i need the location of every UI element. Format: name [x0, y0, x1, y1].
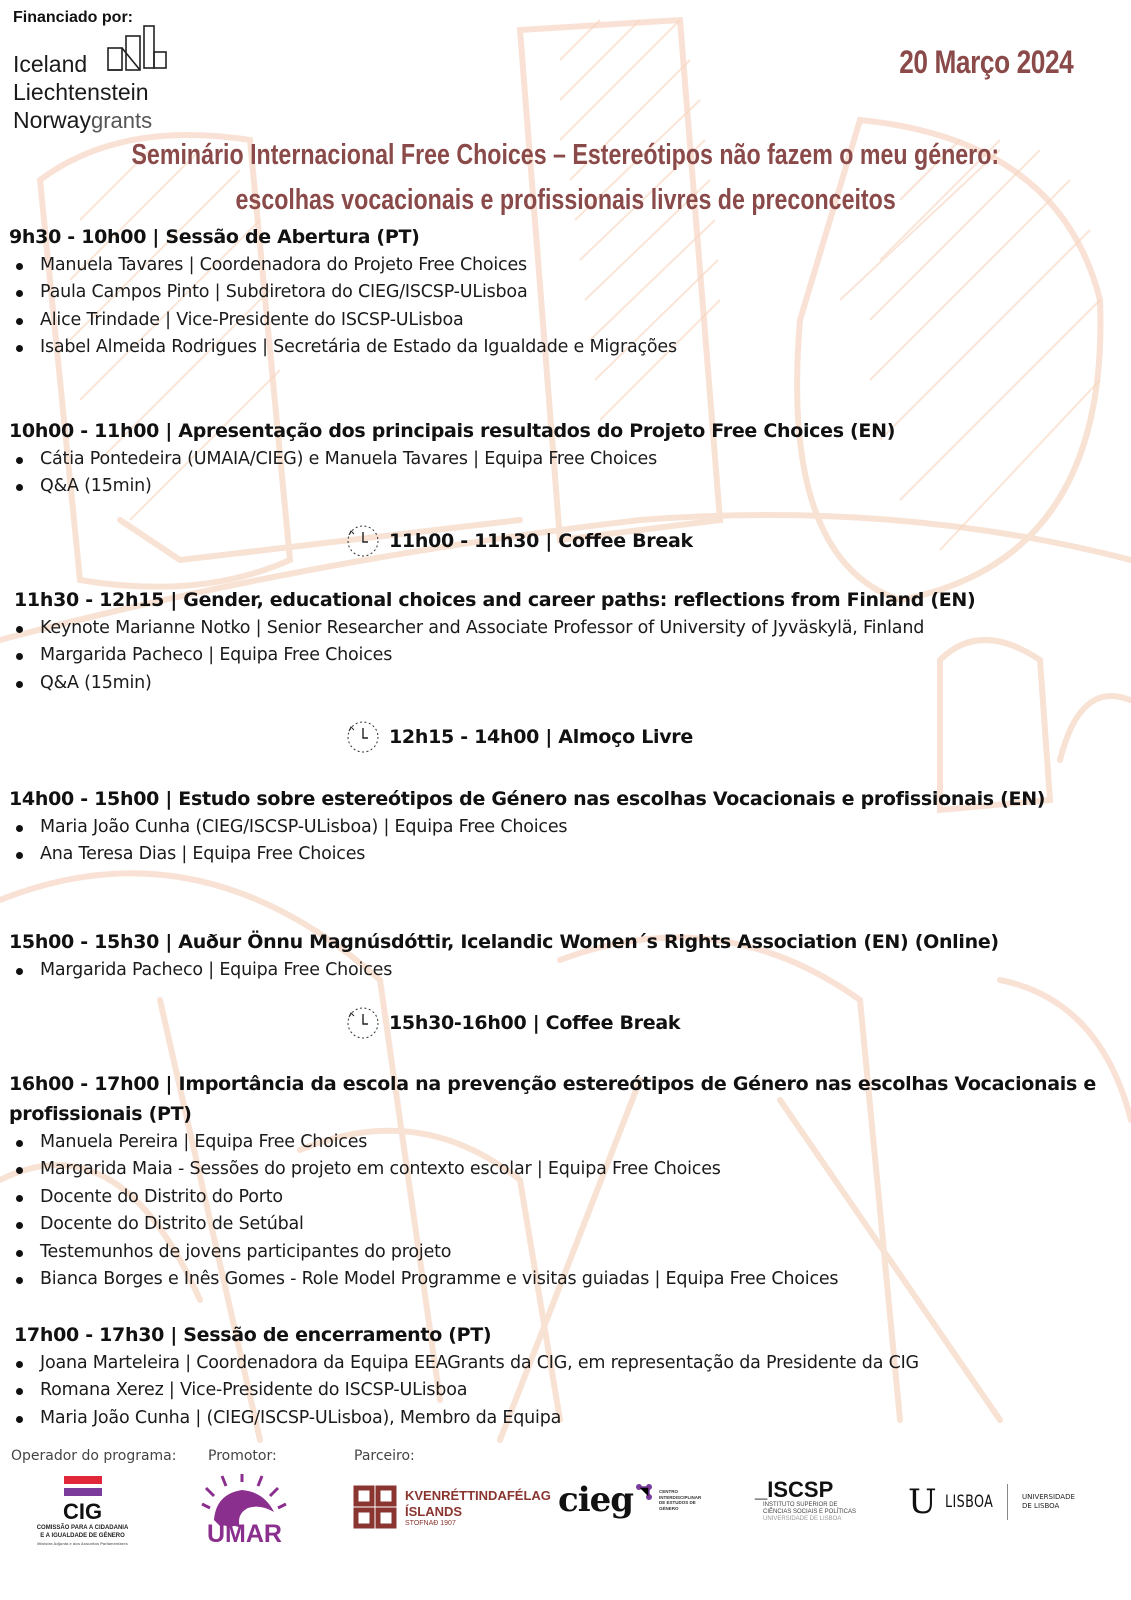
- list-item: Docente do Distrito do Porto: [9, 1184, 1096, 1211]
- session-results: [9, 416, 1111, 501]
- session-icelandic-womens-rights: [9, 927, 1111, 984]
- break-coffee-1: [345, 523, 693, 559]
- cig-name: CIG: [62, 1499, 103, 1524]
- break-label: 12h15 - 14h00 | Almoço Livre: [389, 726, 693, 748]
- cieg-logo: [558, 1480, 702, 1520]
- partner-label: Parceiro:: [354, 1448, 415, 1464]
- cig-subtitle-1: COMISSÃO PARA A CIDADANIA: [36, 1525, 129, 1531]
- ulisboa-subtitle-2: DE LISBOA: [1022, 1502, 1060, 1510]
- list-item: Joana Marteleira | Coordenadora da Equipa EEAGrants da CIG, em representação da Presidente da CIG: [9, 1350, 1111, 1377]
- cieg-name: cieg: [558, 1480, 634, 1520]
- session-heading: 16h00 - 17h00 | Importância da escola na prevenção estereótipos de Género nas escolhas Vocacionais e profissionais (PT): [9, 1073, 1096, 1125]
- seminar-title: [0, 133, 1131, 223]
- list-item: Margarida Pacheco | Equipa Free Choices: [9, 957, 1111, 984]
- cieg-subtitle-3: DE ESTUDOS DE: [659, 1500, 696, 1505]
- session-school-importance: [9, 1069, 1096, 1293]
- session-heading: 11h30 - 12h15 | Gender, educational choices and career paths: reflections from Finland (EN): [14, 589, 976, 611]
- list-item: Manuela Tavares | Coordenadora do Projeto Free Choices: [9, 252, 1111, 279]
- cig-subtitle-2: E A IGUALDADE DE GÉNERO: [40, 1533, 125, 1539]
- iscsp-logo: [755, 1478, 856, 1523]
- list-item: Alice Trindade | Vice-Presidente do ISCSP-ULisboa: [9, 307, 1111, 334]
- cieg-subtitle-2: INTERDISCIPLINAR: [659, 1494, 702, 1500]
- session-keynote-finland: [14, 585, 1111, 697]
- cig-logo: [30, 1476, 135, 1548]
- break-lunch: [345, 719, 693, 755]
- iscsp-subtitle-2: CIÊNCIAS SOCIAIS E POLÍTICAS: [763, 1509, 857, 1515]
- ulisboa-logo: [908, 1484, 1075, 1520]
- iscsp-subtitle-3: UNIVERSIDADE DE LISBOA: [763, 1516, 842, 1522]
- list-item: Manuela Pereira | Equipa Free Choices: [9, 1129, 1096, 1156]
- ulisboa-subtitle-1: UNIVERSIDADE: [1022, 1493, 1075, 1501]
- list-item: Paula Campos Pinto | Subdiretora do CIEG/ISCSP-ULisboa: [9, 279, 1111, 306]
- break-coffee-2: [345, 1005, 680, 1041]
- kvenrettindafelag-logo: [353, 1485, 551, 1529]
- funder-iceland: Iceland: [13, 51, 88, 77]
- cig-subtitle-3: Ministra Adjunta e dos Assuntos Parlamentares: [37, 1541, 128, 1546]
- iscsp-subtitle-1: INSTITUTO SUPERIOR DE: [763, 1502, 838, 1508]
- clock-icon: [345, 523, 381, 559]
- event-date: 20 Março 2024: [898, 44, 1073, 80]
- session-opening: [9, 222, 1111, 362]
- cig-red-bar: [64, 1476, 102, 1484]
- kvenrettindafelag-name-1: KVENRÉTTINDAFÉLAG: [405, 1487, 551, 1503]
- session-heading: 10h00 - 11h00 | Apresentação dos principais resultados do Projeto Free Choices (EN): [9, 420, 896, 442]
- list-item: Q&A (15min): [9, 473, 1111, 500]
- operator-label: Operador do programa:: [11, 1448, 177, 1464]
- session-heading: 15h00 - 15h30 | Auður Önnu Magnúsdóttir, Icelandic Women´s Rights Association (EN) (Online): [9, 931, 999, 953]
- funded-by-label: Financiado por:: [13, 9, 133, 26]
- list-item: Testemunhos de jovens participantes do projeto: [9, 1239, 1096, 1266]
- session-closing: [14, 1320, 1111, 1432]
- title-line-2: escolhas vocacionais e profissionais livres de preconceitos: [235, 184, 896, 216]
- funder-liechtenstein: Liechtenstein: [13, 79, 149, 105]
- list-item: Isabel Almeida Rodrigues | Secretária de Estado da Igualdade e Migrações: [9, 334, 1111, 361]
- session-heading: 14h00 - 15h00 | Estudo sobre estereótipos de Género nas escolhas Vocacionais e profissionais (EN): [9, 788, 1046, 810]
- cieg-dots-mark: [635, 1483, 653, 1503]
- list-item: Docente do Distrito de Setúbal: [9, 1211, 1096, 1238]
- list-item: Q&A (15min): [9, 670, 1111, 697]
- iscsp-name: _ISCSP: [755, 1477, 834, 1502]
- session-study: [9, 784, 1096, 869]
- list-item: Bianca Borges e Inês Gomes - Role Model Programme e visitas guiadas | Equipa Free Choices: [9, 1266, 1096, 1293]
- list-item: Cátia Pontedeira (UMAIA/CIEG) e Manuela Tavares | Equipa Free Choices: [9, 446, 1111, 473]
- list-item: Maria João Cunha (CIEG/ISCSP-ULisboa) | Equipa Free Choices: [9, 814, 1096, 841]
- list-item: Ana Teresa Dias | Equipa Free Choices: [9, 841, 1096, 868]
- kvenrettindafelag-name-2: ÍSLANDS: [405, 1503, 463, 1519]
- ulisboa-divider: [1007, 1484, 1008, 1520]
- session-heading: 9h30 - 10h00 | Sessão de Abertura (PT): [9, 226, 420, 248]
- cig-purple-bar: [64, 1488, 102, 1496]
- clock-icon: [345, 1005, 381, 1041]
- funder-grants: grants: [90, 108, 153, 133]
- clock-icon: [345, 719, 381, 755]
- list-item: Margarida Maia - Sessões do projeto em contexto escolar | Equipa Free Choices: [9, 1156, 1096, 1183]
- cieg-subtitle-4: GÉNERO: [659, 1505, 679, 1511]
- ulisboa-name: LISBOA: [944, 1492, 993, 1512]
- break-label: 11h00 - 11h30 | Coffee Break: [389, 530, 693, 552]
- kvenrettindafelag-founded: STOFNAÐ 1907: [405, 1519, 456, 1527]
- funder-norway: Norway: [13, 107, 91, 133]
- list-item: Keynote Marianne Notko | Senior Researcher and Associate Professor of University of Jyväskylä, Finland: [9, 615, 1111, 642]
- list-item: Romana Xerez | Vice-Presidente do ISCSP-ULisboa: [9, 1377, 1111, 1404]
- promoter-label: Promotor:: [208, 1448, 277, 1464]
- session-heading: 17h00 - 17h30 | Sessão de encerramento (PT): [14, 1324, 492, 1346]
- title-line-1: Seminário Internacional Free Choices – Estereótipos não fazem o meu género:: [131, 139, 1000, 171]
- ulisboa-mark: U: [908, 1482, 937, 1522]
- break-label: 15h30-16h00 | Coffee Break: [389, 1012, 681, 1034]
- eea-grants-logo: [13, 50, 152, 135]
- umar-name: UMAR: [207, 1520, 282, 1548]
- list-item: Margarida Pacheco | Equipa Free Choices: [9, 642, 1111, 669]
- cieg-subtitle-1: CENTRO: [659, 1489, 679, 1494]
- list-item: Maria João Cunha | (CIEG/ISCSP-ULisboa), Membro da Equipa: [9, 1405, 1111, 1432]
- kvenrettindafelag-mark: [353, 1485, 397, 1529]
